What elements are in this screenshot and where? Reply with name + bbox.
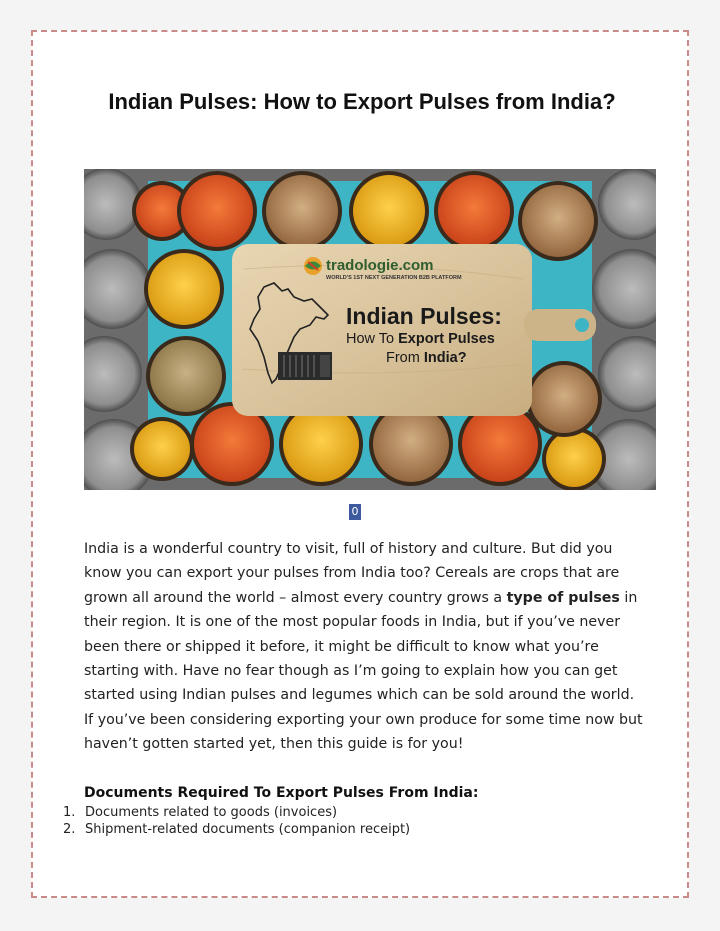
hero-headline: Indian Pulses: (346, 303, 502, 329)
hero-brand: tradologie.com (326, 257, 434, 274)
tradologie-logo (304, 257, 322, 275)
intro-paragraph: India is a wonderful country to visit, full of history and culture. But did you know you can export your pulses from India too? Cereals are crops that are grown all around the world – almost every country grows a type of pulses in their region. It is one of the most popular foods in India, but if you’ve never been there or shipped it before, it might be difficult to know what you’re starting with. Have no fear though as I’m going to explain how you can get started using Indian pulses and legumes which can be sold around the world. If you’ve been considering exporting your own produce for some time now but haven’t gotten started yet, then this guide is for you! (84, 541, 643, 753)
type-of-pulses-emphasis: type of pulses (506, 589, 620, 606)
hero-image (84, 169, 656, 490)
documents-section-heading: Documents Required To Export Pulses From India: (84, 785, 479, 801)
page-number-badge: 0 (349, 504, 361, 520)
page-title: Indian Pulses: How to Export Pulses from India? (108, 89, 616, 114)
hero-tagline: WORLD'S 1ST NEXT GENERATION B2B PLATFORM (326, 275, 462, 281)
hero-subline-2: From India? (386, 350, 467, 366)
hero-subline-1: How To Export Pulses (346, 331, 495, 347)
list-item: 1. Documents related to goods (invoices) (63, 805, 338, 820)
documents-list (60, 804, 410, 838)
list-item: 2. Shipment-related documents (companion receipt) (63, 822, 411, 837)
shipping-container-icon (278, 352, 332, 380)
